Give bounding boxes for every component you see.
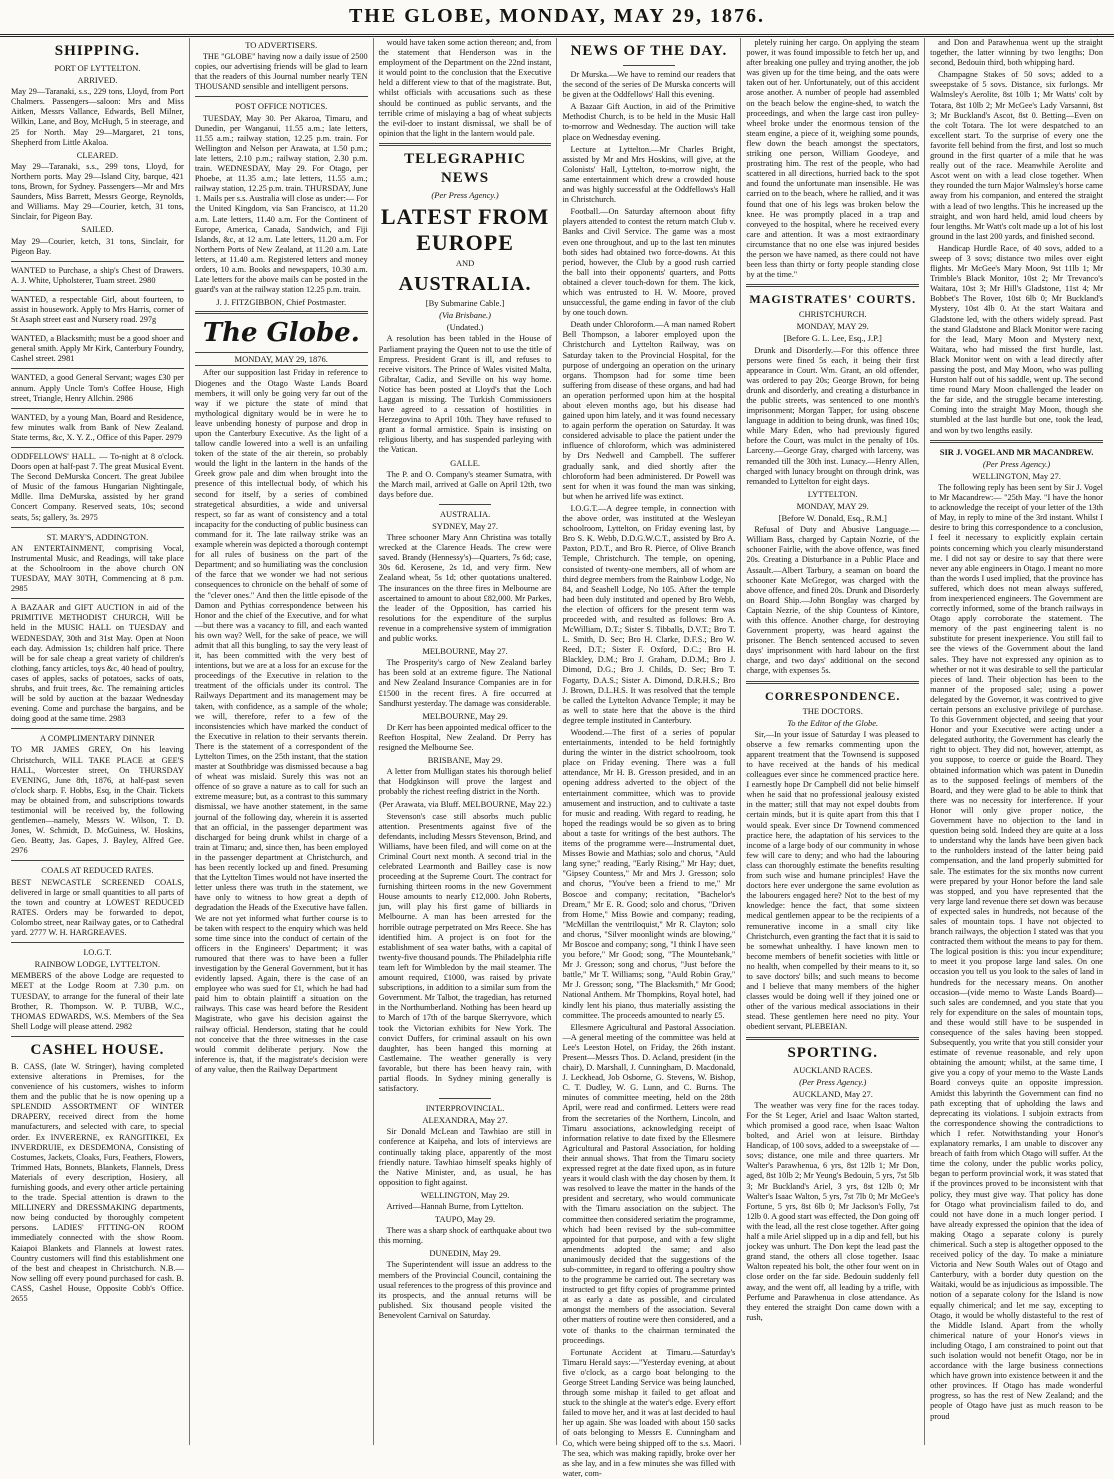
dunedin-text: The Superintendent will issue an address to the members of the Provincial Council, containing the usual references to the progress of this province and its prospects, and the annual returns will be published. Six thousand people visited the Benevolent Carnival on Saturday. [378, 1260, 552, 1320]
ad-wanted-blacksmith: WANTED, a Blacksmith; must be a good shoer and general smith. Apply Mr Kirk, Canterbury Foundry, Cashel street. 2981 [11, 334, 184, 364]
news-item: Death under Chloroform.—A man named Robert Bell Thompson, a laborer employed upon the Christchurch and Lyttelton Railway, was on Saturday taken to the Provincial Hospital, for the purpose of undergoing an operation on the urinary organs. Thompson had for some time been suffering from disease of these organs, and had had an operation performed upon him at the hospital about eleven months ago, but his disease had gained upon him lately, and it was found necessary to again perform the operation on Saturday. It was considered advisable to place the patient under the influence of chloroform, which was administered by Drs Nedwell and Campbell. The sufferer gradually sank, and died shortly after the chloroform had been administered. Dr Powell was sent for when it was found the man was sinking, but when he arrived life was extinct. [562, 320, 736, 501]
taupo-label: TAUPO, May 29. [434, 1214, 496, 1225]
christchurch-heading: CHRISTCHURCH. [798, 309, 867, 320]
rainbow-heading: RAINBOW LODGE, LYTTELTON. [34, 959, 161, 970]
cashel-heading: CASHEL HOUSE. [30, 1041, 165, 1058]
news-item: Woodend.—The first of a series of popular entertainments, intended to be held fortnightly during the winter in the district schoolroom, took place on Friday evening. There was a full attendance, Mr H. B. Gresson presided, and in an opening address adverted to the object of the entertainment committee, which was to provide amusement and instruction, and to cultivate a taste for music and reading. With regard to reading, he hoped the readings would be so given as to bring about a taste for writings of the best authors. The items of the programme were—Instrumental duet, Misses Bowie and Mathias; solo and chorus, "Auld lang syne;" reading, "Early Rising," Mr Hay; duet, "Gipsey Countess," Mr and Mrs J. Gresson; solo and chorus, "You've been a friend to me," Mr Boscoe and company; recitation, "Bachelor's Dream," Mr E. R. Good; solo and chorus, "Driven from Home," Miss Bowie and company; reading, "McMillan the ventriloquist," Mr R. Clayton; solo and chorus, "Silver moonlight winds are blowing," Mr Boscoe and company; song, "I think I have seen you before," Mr Good; song, "The Mountebank," Mr J. Gresson; song and chorus, "Just before the battle," Mr T. Williams; song, "Auld Robin Gray," Mr J. Gresson; song, "The Blacksmith," Mr Good; National Anthem. Mr Thompkins, Royal hotel, had kindly lent his piano, thus materially assisting the committee. The proceeds amounted to nearly £5. [562, 728, 736, 1020]
dinner-text: TO MR JAMES GREY, On his leaving Christchurch, WILL TAKE PLACE at GEE'S HALL, Worcester street, On THURSDAY EVENING, June 8th, 1876, at half-past seven o'clock sharp. F. Hobbs, Esq, in the Chair. Tickets may be obtained from, and subscriptions towards testimonial will be received by, the following gentlemen—namely, Messrs W. Wilson, T. D. Jones, W. Schmidt, D. McGuiness, W. Hoskins, Geo. Beatty, Jas. Gapes, J. Bayley, Alfred Gee. 2976 [11, 745, 184, 856]
christchurch-text: Drunk and Disorderly.—For this offence three persons were fined 5s each, it being their first appearance in Court. Wm. Grant, an old offender, was ordered to pay 20s; George Brown, for being drunk and disorderly, and creating a disturbance in the public streets, was sentenced to one month's imprisonment; Morgan Tapper, for using obscene language in addition to being drunk, was fined 10s; while Mary Eden, who had previously figured before the Court, was mulct in the penalty of 10s. Larceny.—George Gray, charged with larceny, was remanded till the 30th inst. Lunacy.—Henry Allen, charged with lunacy brought on through drink, was remanded to Lyttelton for eight days. [746, 345, 920, 486]
news-item: I.O.G.T.—A degree temple, in connection with the above order, was instituted at the Wesleyan schoolroom, Lyttelton, on Friday evening last, by Bro S. K. Webb, D.D.G.W.C.T., assisted by Bro A. Paxton, P.D.T., and Bro R. Pierce, of Olive Branch Temple, Christchurch. The temple, on opening, consisted of twenty-one members, all of whom are third degree members from the Rainbow Lodge, No 84, and Seashell Lodge, No 105. After the temple had been duly instituted and opened by Bro Webb, the election of officers for the present term was proceeded with, and resulted as follows: Bro A. McWilliam, D.T.; Sister S. Tibballs, D.V.T.; Bro T. L. Smith, D. Sec; Bro H. Clarke, D.F.S.; Bro W. Reed, D.T.; Sister F. Oxford, D.C.; Bro H. Blackley, D.M.; Bro J. Graham, D.D.M.; Bro J. Dimond, D.G.; Bro J. Childs, D. Sec; Bro T. Fogarty, D.A.S.; Sister A. Dimond, D.R.H.S.; Bro J. Brown, D.L.H.S. It was resolved that the temple be called the Lyttelton Advance Temple; it may be as well to state here that the above is the third degree temple instituted in Canterbury. [562, 503, 736, 725]
ad-wanted-servant: WANTED, a good General Servant; wages £30 per annum. Apply Uncle Tom's Coffee House, High street, Triangle, Henry Allchin. 2986 [11, 373, 184, 403]
galle-text: The P. and O. Company's steamer Sumatra, with the March mail, arrived at Galle on April 12th, two days before due. [378, 469, 552, 499]
letter-text: Sir,—In your issue of Saturday I was pleased to observe a few remarks commenting upon the apparent treatment that the Townsend is supposed to have received at the hands of his medical colleagues ever since he commenced practice here. I earnestly hope Dr Campbell did not belie himself when he said that no professional jealousy existed in the matter; still that may not expel doubts from certain minds, but it is quite apart from this that I would speak. Ever since Dr Townend commenced practice here, the adaptation of his services to the income of a large body of our community in whose few will care to deny; and who had the labouring class can thoroughly estimate the benefits resulting from such wise and humane principles! Have the doctors here ever undergone the same evolution as the labourers engaged here? Not to the best of my knowledge: hence the fact, that some sixteen medical gentlemen appear to be the recipients of a remunerative income in a small city like Christchurch, even granting the fact that it is said to be somewhat unhealthy. I have known men to become members of benefit societies with little or no health, when compelled by their means to it, so to save doctors' bills; and such means to become and I believe that many members of the higher classes would be doing well if they joined one or other of the various medical associations in their stead. These gentlemen here need no pity. Your obedient servant, PLEBEIAN. [746, 729, 920, 1032]
globe-title: The Globe. [202, 318, 360, 349]
vogel-date: WELLINGTON, May 27. [972, 470, 1061, 481]
melbourne2-text: Dr Kerr has been appointed medical officer to the Reefton Hospital, New Zealand. Dr Perry has resigned the Melbourne See. [378, 722, 552, 752]
masthead-title: THE GLOBE, MONDAY, MAY 29, 1876. [348, 5, 766, 27]
sydney-text: Three schooner Mary Ann Christina was totally wrecked at the Clarence Heads. The crew were saved. Brandy (Hennessy's)—Quarters, 7s 6d; case, 30s 6d. Kerosene, 2s 1d, and very firm. New Zealand wheat, 5s 1d; other quotations unaltered. The insurances on the three fires in Melbourne are ascertained to amount to about £82,000. Mr Parkes, the leader of the Opposition, has carried his resolutions for the expenditure of the surplus revenue in a comprehensive system of immigration and public works. [378, 533, 552, 644]
news-item: Lecture at Lyttelton.—Mr Charles Bright, assisted by Mr and Mrs Hoskins, will give, at the Colonists' Hall, Lyttelton, to-morrow night, the same entertainment which drew a crowded house and was highly successful at the Oddfellows's Hall in Christchurch. [562, 144, 736, 205]
cashel-text: B. CASS, (late W. Stringer), having completed extensive alterations in Premises, for the convenience of his customers, wishes to inform them and the public that he is now opening up a SPLENDID ASSORTMENT OF WINTER DRAPERY, received direct from the home manufacturers, and selected with care, to special order. Ex INVERERNE, ex RANGITIKEI, Ex INVERDRUIE, ex DESDEMONA, Consisting of Costumes, Jackets, Cloaks, Furs, Feathers, Flowers, Trimmed Hats, Bonnets, Blankets, Flannels, Dress Materials of every description, Hosiery, all furnishing goods, and every other article pertaining to the trade. Special attention is drawn to the MILLINERY and DRESSMAKING departments, now being conducted by thoroughly competent persons. LADIES' FITTING-ON ROOM immediately connected with the show Room. Kaiapoi Blankets and Flannels at lowest rates. Country customers will find this establishment one of the best and cheapest in Christchurch. N.B.—Now selling off every pound purchased for cash. B. CASS, Cashel House, Opposite Cobb's Office. 2655 [11, 1061, 184, 1304]
europe-news: A resolution has been tabled in the House of Parliament praying the Queen not to use the title of Empress. President Grant is ill, and refuses to receive visitors. The Prince of Wales visited Malta, Gibraltar, Cadiz, and Seville on his way home. Notice has been posted at Lloyd's that the Loch Laggan is missing. The Turkish Commissioners have agreed to a cessation of hostilities in Herzegovina to April 10th. They have refused to grant a formal armistice. Spain is insisting on religious liberty, and has suspended parleying with the Vatican. [378, 334, 552, 455]
undated-note: (Undated.) [446, 322, 484, 333]
dunedin-label: DUNEDIN, May 29. [429, 1248, 501, 1259]
via-note: (Via Brisbane.) [439, 310, 491, 321]
stmary-heading: ST. MARY'S, ADDINGTON. [46, 531, 149, 542]
news-item: A Bazaar Gift Auction, in aid of the Primitive Methodist Church, is to be held in the Music Hall to-morrow and Wednesday. The auction will take place on Wednesday evening. [562, 102, 736, 142]
christchurch-before: [Before G. L. Lee, Esq., J.P.] [783, 333, 882, 344]
magistrates-heading: MAGISTRATES' COURTS. [749, 292, 917, 307]
melbourne-text: The Prosperity's cargo of New Zealand barley has been sold at an extreme figure. The National and New Zealand Insurance Companies are in for £1500 in the recent fires. A fire occurred at Sandhurst yesterday. The damage was considerable. [378, 658, 552, 708]
stmary-text: AN ENTERTAINMENT, comprising Vocal, Instrumental Music, and Readings, will take place at the Schoolroom in the above church ON TUESDAY, MAY 30TH, Commencing at 8 p.m. 2985 [11, 543, 184, 594]
news-item: Ellesmere Agricultural and Pastoral Association.—A general meeting of the committee was held at Lee's Leeston Hotel, on Friday, the 26th instant. Present—Messrs Thos. D. Acland, president (in the chair), D. Marshall, J. Cunningham, D. Macdonald, J. Leckhead, Job Osborne, G. Stevens, W. Bishop, C. T. Dudley, W. G. Lunn, and C. Burns. The minutes of committee meeting, held on the 28th April, were read and confirmed. Letters were read from the secretaries of the Northern, Lincoln, and Timaru associations, acknowledging receipt of information relative to date fixed by the Ellesmere Agricultural and Pastoral Association, for holding their annual shows. That from the Timaru society expressed regret at the date fixed upon, as in future years it would clash with the day chosen by them. It was resolved to leave the matter in the hands of the president and secretary, who would communicate with the Timaru association on the subject. The committee then considered seriatim the programme, which had been revised by the sub-committee appointed for that purpose, and with a few slight amendments adopted the same; and also unanimously decided that the suggestions of the sub-committee, in regard to offering a poultry show to the programme be carried out. The secretary was instructed to get fifty copies of programme printed at as early a date as possible, and circulated amongst the members of the association. Several other matters of routine were then considered, and a vote of thanks to the chairman terminated the proceedings. [562, 1022, 736, 1345]
australia-heading: AUSTRALIA. [439, 508, 491, 519]
auckland-date: AUCKLAND, May 27. [792, 1088, 873, 1099]
brisbane-label: BRISBANE, May 29. [427, 755, 503, 766]
postmaster-signature: J. J. FITZGIBBON, Chief Postmaster. [216, 297, 347, 308]
galle-label: GALLE. [450, 457, 481, 468]
ad-wanted-girl: WANTED, a respectable Girl, about fourteen, to assist in housework. Apply to Mrs Harris, corner of St Asaph street east and Nursery road. 297g [11, 294, 184, 325]
rainbow-text: MEMBERS of the above Lodge are requested to MEET at the Lodge Room at 7.30 p.m. on TUESDAY, to arrange for the funeral of their late Brother, R. Thompson. W. P. TUBB, W.C., THOMAS EDWARDS, W.S. Members of the Sea Shell Lodge will please attend. 2982 [11, 971, 184, 1031]
advertisers-heading: TO ADVERTISERS. [245, 40, 318, 50]
ad-wanted-chest: WANTED to Purchase, a ship's Chest of Drawers. A. J. White, Upholsterer, Tuam street. 2980 [11, 265, 184, 285]
news-item: Dr Murska.—We have to remind our readers that the second of the series of De Murska concerts will be given at the Oddfellows' Hall this evening. [562, 70, 736, 100]
arrived-text: May 29—Taranaki, s.s., 229 tons, Lloyd, from Port Chalmers. Passengers—saloon: Mrs and Miss Aitken, Messrs Vallance, Edwards, Bell Milner, Wilkin, Lane, and Boy, McHugh, 5 in steerage, and 25 for North. May 29—Margaret, 21 tons, Shepherd from Little Akaloa. [11, 87, 184, 147]
globe-date: MONDAY, MAY 29, 1876. [195, 352, 368, 366]
lyttelton-heading: LYTTELTON. [807, 488, 858, 499]
vogel-letter: The following reply has been sent by Sir J. Vogel to Mr Macandrew:— "25th May. "I have the honor to acknowledge the receipt of your letter of the 13th of May, in reply to mine of the 3rd instant. Whilst I desire to bring this correspondence to a conclusion, I feel it necessary to explicitly explain certain points concerning which you clearly misunderstand me. I did not say or desire to say that there were never any able engineers in Otago. I meant no more than the words I used implied, that the province has suffered, which does not mean always suffered, from inexperienced engineers. The Government are correctly informed, some of the branch railways in Otago apply corroborate the statement. The memory of the past engineering talent is no substitute for present inexperience. You still fail to see the views of the Government about the land sales. They have not expressed any opinion as to whether or not it was desirable to sell the particular pieces of land. Their objection has been to the manner of the proposed sale; using a power delegated by the Governor, it was contrived to give certain persons an exclusive privilege of purchase. To this Government objected, and seeing that your Honor and your Executive were acting under a delegated authority, the Government has clearly the right to object. They did not, however, attempt, as you suppose, to coerce or guide the Board. They obtained information which was patent in Dunedin as to the supposed feelings of members of the Board, and they were glad to be able to think that there was no necessity for interference. If your Honor will only give proper notice, the Government have no objection to the land in question being sold. Indeed they are quite at a loss to understand why the lands have been given back to the runholders instead of the latter being paid compensation, and the land properly submitted for sale. The estimates for the six months now current were prepared by your Honor before the land sale was stopped, and you have represented that the very large land revenue there set down was because of expected sales in hundreds, not because of the sales of mountain tops. I have not objected to branch railways, the objection I stated was that you contracted them without the means to pay for them. The logical position is this: you incur expenditure; to meet it you propose large land sales. On one occasion you tell us you look to the sales of land in hundreds for the necessary means. On another occasion—(vide memo to Waste Lands Board)—such sales are condemned, and you state that you rely for expenditure on the sales of mountain tops, and these would still have to be suspended in consequence of the sales having been stopped. Subsequently, you write that you still consider your estimate of revenue reasonable, and rely upon obtaining the amount; whilst, at the same time, I give you a copy of your memo to the Waste Lands Board conveys quite an opposite impression. Amidst this labyrinth the Government can find no path excepting that of upholding the laws and deprecating its violations. I subjoin extracts from the correspondence showing the contradictions to which I refer. Notwithstanding your Honor's explanatory remarks, I am unable to discover any breach of faith from which Otago will suffer. At the time the colony, under the public works policy, began to perform provincial work, it was stated that if the provinces proved to be inconsistent with that policy, they must give way. That policy has done for Otago what provincialism failed to do, and could not have done in a much longer period. I have already expressed the opinion that the idea of making Otago a separate colony is purely chimerical. Such a step is altogether opposed to the received policy of the day. To make a miniature Victoria and New South Wales out of Otago and Canterbury, with a border duty question on the Waitaki, would be as injudicious as impossible. The notion of a separate colony for the Island is now equally chimerical; and let me say, excepting to Otago, it would be wholly distasteful to the rest of the Middle Island. Apart from the wholly chimerical nature of your Honor's views in including Otago, I am constrained to point out that such isolation would not benefit Otago, nor be in accordance with the large business connections which have grown into existence between it and the other provinces. If Otago has made wonderful progress, so has the rest of New Zealand; and the people of Otago have just as much reason to be proud [930, 482, 1103, 1421]
melbourne2-label: MELBOURNE, May 29. [422, 710, 508, 721]
lyttelton-before: [Before W. Donald, Esq., R.M.] [778, 513, 887, 524]
coals-heading: COALS AT REDUCED RATES. [41, 865, 154, 876]
alexandra-label: ALEXANDRA, May 27. [422, 1115, 508, 1126]
column-4 [557, 38, 741, 1478]
sailed-text: May 29—Courier, ketch, 31 tons, Sinclair, for Pigeon Bay. [11, 236, 184, 256]
doctors-heading: THE DOCTORS. [802, 705, 863, 716]
to-editor: To the Editor of the Globe. [787, 717, 879, 728]
shipping-heading: SHIPPING. [54, 43, 141, 59]
auckland-press: (Per Press Agency.) [799, 1076, 867, 1087]
auckland-races-heading: AUCKLAND RACES. [793, 1064, 873, 1075]
and-label: AND [455, 258, 475, 269]
sporting-heading: SPORTING. [787, 1044, 879, 1061]
cleared-label: CLEARED. [76, 149, 119, 160]
column-2 [190, 38, 374, 1445]
iogt-heading: I.O.G.T. [83, 947, 112, 958]
brisbane-text: A letter from Mulligan states his thorough belief that Hodgkinson will prove the largest and probably the richest reefing district in the North. [378, 767, 552, 797]
column-6 [925, 38, 1108, 1445]
columns [6, 38, 1108, 1478]
post-office-heading: POST OFFICE NOTICES. [235, 101, 328, 112]
sydney-label: SYDNEY, May 27. [432, 521, 499, 531]
column-3 [374, 38, 558, 1445]
telegraphic-heading: TELEGRAPHIC NEWS [404, 150, 526, 186]
port-heading: PORT OF LYTTELTON. [54, 63, 141, 73]
wellington-text: Arrived—Hannah Burne, from Lyttelton. [386, 1202, 524, 1211]
column-1 [6, 38, 190, 1445]
correspondence-heading: CORRESPONDENCE. [765, 688, 901, 703]
cable-note: [By Submarine Cable.] [425, 298, 505, 309]
lyttelton-text: Refusal of Duty and Abusive Language.—William Bass, charged by Captain Nozrie, of the schooner Fairlie, with the above offence, was fined 20s. Creating a Disturbance in a Public Place and Assault.—Albert Tarbury, a seaman on board the schooner Kate McGregor, was charged with the above offence, and fined 20s. Drunk and Disorderly on Board Ship.—John Bonglay was charged by Captain Nezrie, of the ship Countess of Kintore, with this offence. Another charge, for destroying Government property, was heard against the prisoner. The Bench sentenced accused to seven days' imprisonment with hard labour on the first charge, and two days' additional on the second charge, with expenses 5s. [746, 525, 920, 676]
news-continued: pletely ruining her cargo. On applying the steam power, it was found impossible to fetch her up, and after breaking one pulley and trying another, the job was given up for the time being, and the oats were taken out of her. Unfortunately, out of this accident arose another. A number of people had assembled on the beach below the engine-shed, to watch the proceedings, and when the large cast iron pulley-wheel broke under the enormous tension of the steam engine, a piece of it, weighing some pounds, flew down the beach amongst the spectators, striking one person, William Goodeye, and prostrating him. The rest of the people, who had scattered in all directions, hurried back to the spot and found the unfortunate man insensible. He was carried on to the beach, where he rallied, and it was found that one of his legs was broken below the knee. He was promptly placed in a trap and conveyed to the hospital, where he received every care and attention. It was a most extraordinary circumstance that no one else was injured besides the person we have named, as there could not have been less than thirty or forty people standing close by at the time." [746, 38, 920, 280]
masthead [0, 0, 1114, 37]
lyttelton-date: MONDAY, MAY 29. [796, 500, 869, 511]
vogel-heading: SIR J. VOGEL AND MR MACANDREW. [939, 446, 1094, 457]
sailed-label: SAILED. [81, 224, 114, 235]
news-item: Fortunate Accident at Timaru.—Saturday's Timaru Herald says:—"Yesterday evening, at about five o'clock, as a cargo boat belonging to the George Street Landing Service was being launched, through some mishap it failed to get afloat and stuck to the shingle at the water's edge. Every effort failed to move her, and it was at last decided to haul her up again. She was loaded with about 150 sacks of oats belonging to Messrs E. Cunningham and Co, which were being shipped off to the s.s. Maori. The sea, which was making rapidly, broke over her as she lay, and in a few minutes she was filled with water, com- [562, 1347, 736, 1478]
post-office-text: TUESDAY, May 30. Per Akaroa, Timaru, and Dunedin, per Wanganui, 11.55 a.m.; late letters, 11.55 a.m.; railway station, 12.25 p.m. train. For Wellington and Nelson per Arawata, at 1.50 p.m.; late letters, 2.10 p.m.; railway station, 2.30 p.m. train. WEDNESDAY, May 29. For Otago, per Phoebe, at 11.35 a.m.; late letters, 11.55 a.m.; railway station, 12.25 p.m. train. THURSDAY, June 1. Mails per s.s. Australia will close as under:— For the United Kingdom, via San Francisco, at 11.20 a.m. Late letters, 11.40 a.m. For the Continent of Europe, America, Canada, Sandwich, and Fiji Islands, &c, at 12 a.m. Late letters, 11.20 a.m. For Northern Ports of New Zealand, at 11.20 a.m. Late letters, at 11.40 a.m. Registered letters and money orders, 10 a.m. Books and newspapers, 10.30 a.m. Late letters for the above mails can be posted in the guard's van at the railway station 12.25 p.m. train. [194, 113, 368, 295]
coals-text: BEST NEWCASTLE SCREENED COALS, delivered in large or small quantities to all parts of the town and country at LOWEST REDUCED RATES. Orders may be forwarded to depot, Colombo street, near Railway gates, or to Cathedral yard. 2777 W. H. HARGREAVES. [11, 877, 184, 938]
wellington-label: WELLINGTON, May 29. [420, 1189, 510, 1200]
latest-europe-heading: LATEST FROM EUROPE [380, 204, 550, 256]
christchurch-date: MONDAY, MAY 29. [796, 321, 869, 332]
race-continued: and Don and Parawhenua went up the straight together, the latter winning by two lengths; Don second, Bedouin third, both whipping hard. [930, 38, 1103, 68]
auckland-text: The weather was very fine for the races today. For the St Leger, Ariel and Isaac Walton started, which promised a good race, when Isaac Walton bolted, and Ariel won at leisure. Birthday Handicap, of 100 sovs, added to a sweepstake of — sovs; distance, one mile and three quarters. Mr Walter's Parawhenua, 6 yrs, 8st 12lb 1; Mr Don, aged, 8st 10lb 2; Mr Yeung's Bedouin, 5 yrs, 7st 5lb 3; Mr Buckland's Ariel, 3 yrs, 8st 12lb 0; Mr Walter's Isaac Walton, 5 yrs, 7st 7lb 0; Mr McGee's Fortune, 5 yrs, 8st 6lb 0; Mr Jackson's Folly, 7st 12lb 0. A good start was effected, the Don going off with the lead, all the rest close together. After going half a mile Ariel slipped up in a dip and fell, but his jockey was unhurt. The Don kept the lead past the grand stand, the others all close together. Isaac Walton repeated his bolt, the other four went on in close order on the far side. Bedouin suddenly fell away, and the went off, all leading by a trifle, with Perfume and Parawhenua in close attendance. As they entered the straight Don came down with a rush, [746, 1100, 920, 1322]
news-of-day-heading: NEWS OF THE DAY. [570, 43, 728, 59]
press-agency-note: (Per Press Agency.) [431, 189, 499, 200]
arrived-label: ARRIVED. [77, 75, 118, 86]
australia-big-heading: AUSTRALIA. [398, 273, 532, 296]
dinner-heading: A COMPLIMENTARY DINNER [40, 733, 155, 744]
news-item: Football.—On Saturday afternoon about fifty players attended to contest the return match Club v. Banks and Civil Service. The game was a most even one throughout, and up to the last ten minutes both sides had obtained two force-downs. At this period, however, the Club by a good rush carried the ball into their opponents' quarters, and Potts obtained a clever touch-down for them. The kick, which was entrusted to H. W. Moore, proved unsuccessful, the game ending in favor of the club by one touch down. [562, 207, 736, 318]
ad-wanted-board: WANTED, by a young Man, Board and Residence, few minutes walk from Bank of New Zealand. State terms, &c, X. Y. Z., Office of this Paper. 2979 [11, 412, 184, 442]
column-5 [741, 38, 925, 1445]
vogel-press: (Per Press Agency.) [982, 458, 1051, 469]
arawata-label: (Per Arawata, via Bluff. MELBOURNE, May 22.) [379, 799, 551, 810]
advertisers-text: THE "GLOBE" having now a daily issue of 2500 copies, our advertising friends will be glad to learn that the readers of this Journal number nearly TEN THOUSAND sensible and intelligent persons. [194, 52, 368, 92]
alexandra-text: Sir Donald McLean and Tawhiao are still in conference at Kaipeha, and lots of interviews are continually taking place, apparently of the most friendly nature. Tawhiao himself speaks highly of the Native Minister, and, as usual, he has opposition to fight against. [378, 1127, 552, 1187]
editorial-continued: would have taken some action thereon; and, from the statement that Henderson was in the employment of the Department on the 22nd instant, it would point to the conclusion that the Executive held a different view to that of the magistrate. But, whilst officials with accusations such as these should be continued as public servants, and the terrible crime of mislaying a bag of wheat subjects the evil-doer to instant dismissal, we shall be of opinion that the light in the lantern would pale. [378, 38, 552, 138]
champagne-stakes: Champagne Stakes of 50 sovs; added to a sweepstake of 5 sovs. Distance, six furlongs. Mr Walmsley's Aerolite, 8st 10lb 1; Mr Watts' colt by Totara, 8st 10lb 2; Mr McGee's Lady Varsanni, 8st 3; Mr Buckland's Ascot, 8st 0. Betting—Even on the colt Totara. The lot were despatched to an excellent start. To the surprise of every one the favorite fell behind from the first, and lost so much ground in the first quarter of a mile that he was really out of the race. Meanwhile Aerolite and Ascot went on with a lead close together. When they rounded the turn Major Walmsley's horse came away from his companion, and entered the straight with a lead of two lengths. This he increased up the straight, and won hard held, amid loud cheers by four lengths. Mr Watt's colt made up a lot of his lost ground in the last 200 yards, and finished second. [930, 70, 1103, 241]
hurdle-race: Handicap Hurdle Race, of 40 sovs, added to a sweep of 3 sovs; distance two miles over eight flights. Mr McGee's Mary Moon, 9st 11lb 1; Mr Trimble's Black Monitor, 10st 2; Mr Trevanco's Waitara, 10st 3; Mr Hill's Gladstone, 11st 4; Mr Bobbet's The Rover, 10st 6lb 0; Mr Buckland's Mystery, 10st 4lb 0. At the start Waitara and Gladstone led, with the others widely spread. Past the stand Gladstone and Black Monitor were racing for the lead, Mary Moon and Mystery next, Waitara, who had missed the first hurdle, last. Black Monitor went on with a lead directly after passing the post, and May Moon, who was pulling Hurston half out of his saddle, went up. The second time round Mary Moon challenged the leader on the far side, and the struggle became interesting. Coming into the straight May Moon, though she stumbled at the last hurdle but one, took the lead, and won by two lengths easily. [930, 243, 1103, 435]
editorial-text: After our supposition last Friday in reference to Diogenes and the Otago Waste Lands Board members, it will only be going very far out of the way if we picture the state of mind that mythological dignitary would be in were he to leave unbending honesty of purpose and drop in upon the Canterbury Executive. As the light of a tallow candle lowered into a well is an unfailing token of the state of the air therein, so probably would the light in the lantern in the hands of the Greek grow pale and dim when brought into the presence of this intellectual body, of which his second for itself, by a series of combined strategetical absurdities, a wide and universal respect, so far as want of consistency and a total incapacity for the conducting of public business can command for it. The late railway strike was an example wherein was depicted a thorough contempt for all rules of business on the part of the Department; and so humiliating was the conclusion of the farce that we wonder we had not serious consequences to chronicle on the behalf of some of the "clever ones." And then the little episode of the Damon and Pythias correspondence between his Honor and the chief of the Executive, and for what—but there was a vacancy to fill, and each wanted his own way? Well, for the sake of peace, we will admit that all this bungling, to say the very least of it, has been committed with the very best of intentions, but we are at a loss for an excuse for the proceedings of the Executive in relation to the treatment of the officials under its control. The Railways Department and its management may be taken, with confidence, as a sample of the whole; we will, therefore, refer to a few of the inconsistencies which have marked the conduct of the Executive in relation to their servants therein. There is the statement of a correspondent of the Lyttelton Times, on the 25th instant, that the station master at Southbridge was dismissed because a bag of wheat was mislaid. Surely this was not an offence of so grave a nature as to call for such an extreme measure; but, as a contrast to this summary dismissal, we have another statement, in the same journal of the following day, wherein it is asserted that an official, in the passenger department was discharged for being drunk whilst in charge of a train at Timaru; and, since then, has been employed in the passenger department at Christchurch, and has been recently locked up and fined. Presuming that the Lyttelton Times would not have inserted the letter unless there was truth in the statement, we have only to witness to how great a depth of degradation the Heads of the Executive have fallen. We are not yet informed what further course is to be taken with respect to the enquiry which was held some time since into the conduct of certain of the officers in the Engineers' Department; it was rumoured that there was to have been a fuller investigation by the General Government, but it has evidently lapsed. Again, there is the case of an employee who was sued for £1, which he had had paid him to obtain plaintiff a situation on the railways. This case was heard before the Resident Magistrate, who gave his decision against the railway official. Henderson, stating that he could not conceive that the three witnesses in the case would commit deliberate perjury. Now the inference is, that, if the magistrate's decision were of any value, then the Railway Department [194, 368, 368, 1074]
cleared-text: May 29—Taranaki, s.s., 299 tons, Lloyd, for Northern ports. May 29—Island City, barque, 421 tons, Brown, for Sydney. Passengers—Mr and Mrs Saunders, Miss Barrett, Messrs George, Reynolds, and Williams. May 29—Courier, ketch, 31 tons, Sinclair, for Pigeon Bay. [11, 161, 184, 222]
interprovincial-heading: INTERPROVINCIAL. [425, 1103, 505, 1114]
melbourne-label: MELBOURNE, May 27. [422, 646, 508, 657]
taupo-text: There was a sharp shock of earthquake about two this morning. [378, 1226, 552, 1246]
bazaar-text: A BAZAAR and GIFT AUCTION in aid of the PRIMITIVE METHODIST CHURCH, Will be held in the MUSIC HALL on TUESDAY and WEDNESDAY, 30th and 31st May. Open at Noon each day. Admission 1s; children half price. There will be for sale cheap a great variety of children's clothing, fancy articles, toys &c, 40 head of poultry, cases of apples, sacks of potatoes, sacks of oats, shrubs, and fruit trees, &c. The remaining articles will be sold by auction at the bazaar Wednesday evening. Come and purchase the bargains, and be doing good at the same time. 2983 [11, 603, 184, 724]
arawata-text: Stevenson's case still absorbs much public attention. Presentments against five of the defendants, including Messrs Stevenson, Brind, and Williams, have been filed, and will come on at the Criminal Court next month. A second trial in the celebrated Learmonth and Bailley case is now proceeding at the Supreme Court. The contract for furnishing thirteen rooms in the new Government House amounts to nearly £12,000. John Roberts, jun, will play his first game of billiards in Melbourne. A man has been arrested for the horrible outrage perpetrated on Mrs Reece. She has identified him. A project is on foot for the establishment of sea water baths, with a capital of twenty-five thousand pounds. The Philadelphia rifle team left for Wimbledon by the mail steamer. The amount required, £1000, was raised by private subscriptions, in addition to a similar sum from the Government. Mr Talbot, the tragedian, has returned in the Northumberland. Nothing has been heard up to March of 17th of the barque Skerryvore, which took the Victorian exhibits for New York. The convict Duffers, for criminal assault on his own daughter, has been hanged this morning at Castlemaine. The weather generally is very favorable, but there has been heavy rain, with partial floods. In Sydney mining generally is satisfactory. [378, 811, 552, 1094]
ad-oddfellows: ODDFELLOWS' HALL. — To-night at 8 o'clock. Doors open at half-past 7. The great Musical Event. The Second DeMurska Concert. The great Jubilee of Music of the famous Hungarian Nightingale, Mdlle. Ilma DeMurska, assisted by her grand Concert Company. Reserved seats, 10s; second seats, 5s; gallery, 3s. 2975 [11, 452, 184, 522]
